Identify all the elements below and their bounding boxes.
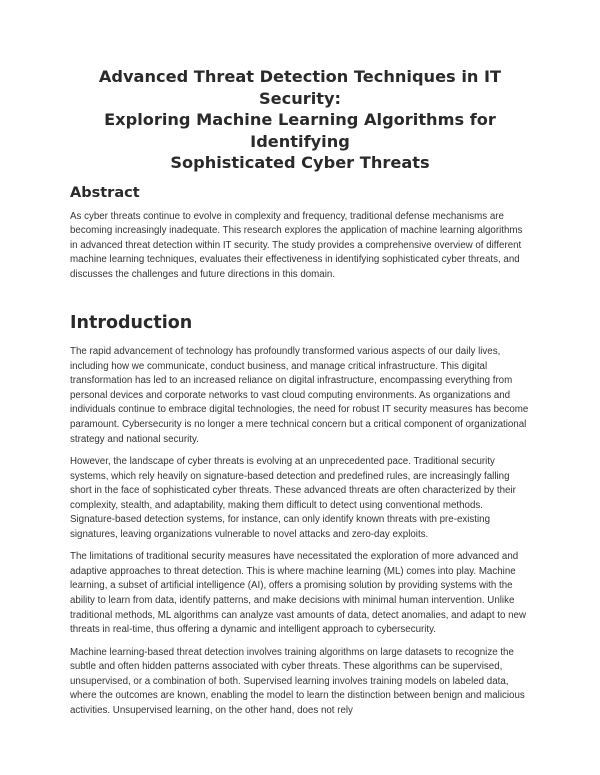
abstract-paragraph: As cyber threats continue to evolve in complexity and frequency, traditional defense mechanisms are becoming increasingly inadequate. This research explores the application of machine learning algorithms in advanced threat detection within IT security. The study provides a comprehensive overview of different machine learning techniques, evaluates their effectiveness in identifying sophisticated cyber threats, and discusses the challenges and future directions in this domain. [70, 210, 523, 280]
document-title [56, 66, 544, 174]
introduction-paragraph-1: The rapid advancement of technology has profoundly transformed various aspects of our daily lives, including how we communicate, conduct business, and manage critical infrastructure. This digital transformation has led to an increased reliance on digital infrastructure, encompassing everything from personal devices and corporate networks to vast cloud computing environments. As organizations and individuals continue to embrace digital technologies, the need for robust IT security measures has become paramount. Cybersecurity is no longer a mere technical concern but a critical component of organizational strategy and national security. [70, 346, 529, 445]
introduction-heading: Introduction [70, 313, 193, 334]
abstract-heading: Abstract [70, 184, 140, 201]
introduction-paragraph-2: However, the landscape of cyber threats is evolving at an unprecedented pace. Traditional security systems, which rely heavily on signature-based detection and predefined rules, are increasingly falling short in the face of sophisticated cyber threats. These advanced threats are often characterized by their complexity, stealth, and adaptability, making them difficult to detect using conventional methods. Signature-based detection systems, for instance, can only identify known threats with pre-existing signatures, leaving organizations vulnerable to novel attacks and zero-day exploits. [70, 456, 516, 540]
title-line-1: Advanced Threat Detection Techniques in IT Security: [98, 67, 502, 108]
introduction-paragraph-4: Machine learning-based threat detection involves training algorithms on large datasets to recognize the subtle and often hidden patterns associated with cyber threats. These algorithms can be supervised, unsupervised, or a combination of both. Supervised learning involves training models on labeled data, where the outcomes are known, enabling the model to learn the distinction between benign and malicious activities. Unsupervised learning, on the other hand, does not rely [70, 646, 525, 716]
title-line-3: Sophisticated Cyber Threats [170, 153, 430, 172]
introduction-paragraph-3: The limitations of traditional security measures have necessitated the exploration of more advanced and adaptive approaches to threat detection. This is where machine learning (ML) comes into play. Machine learning, a subset of artificial intelligence (AI), offers a promising solution by providing systems with the ability to learn from data, identify patterns, and make decisions with minimal human intervention. Unlike traditional methods, ML algorithms can analyze vast amounts of data, detect anomalies, and adapt to new threats in real-time, thus offering a dynamic and intelligent approach to cybersecurity. [70, 551, 526, 636]
title-line-2: Exploring Machine Learning Algorithms for Identifying [104, 110, 496, 151]
